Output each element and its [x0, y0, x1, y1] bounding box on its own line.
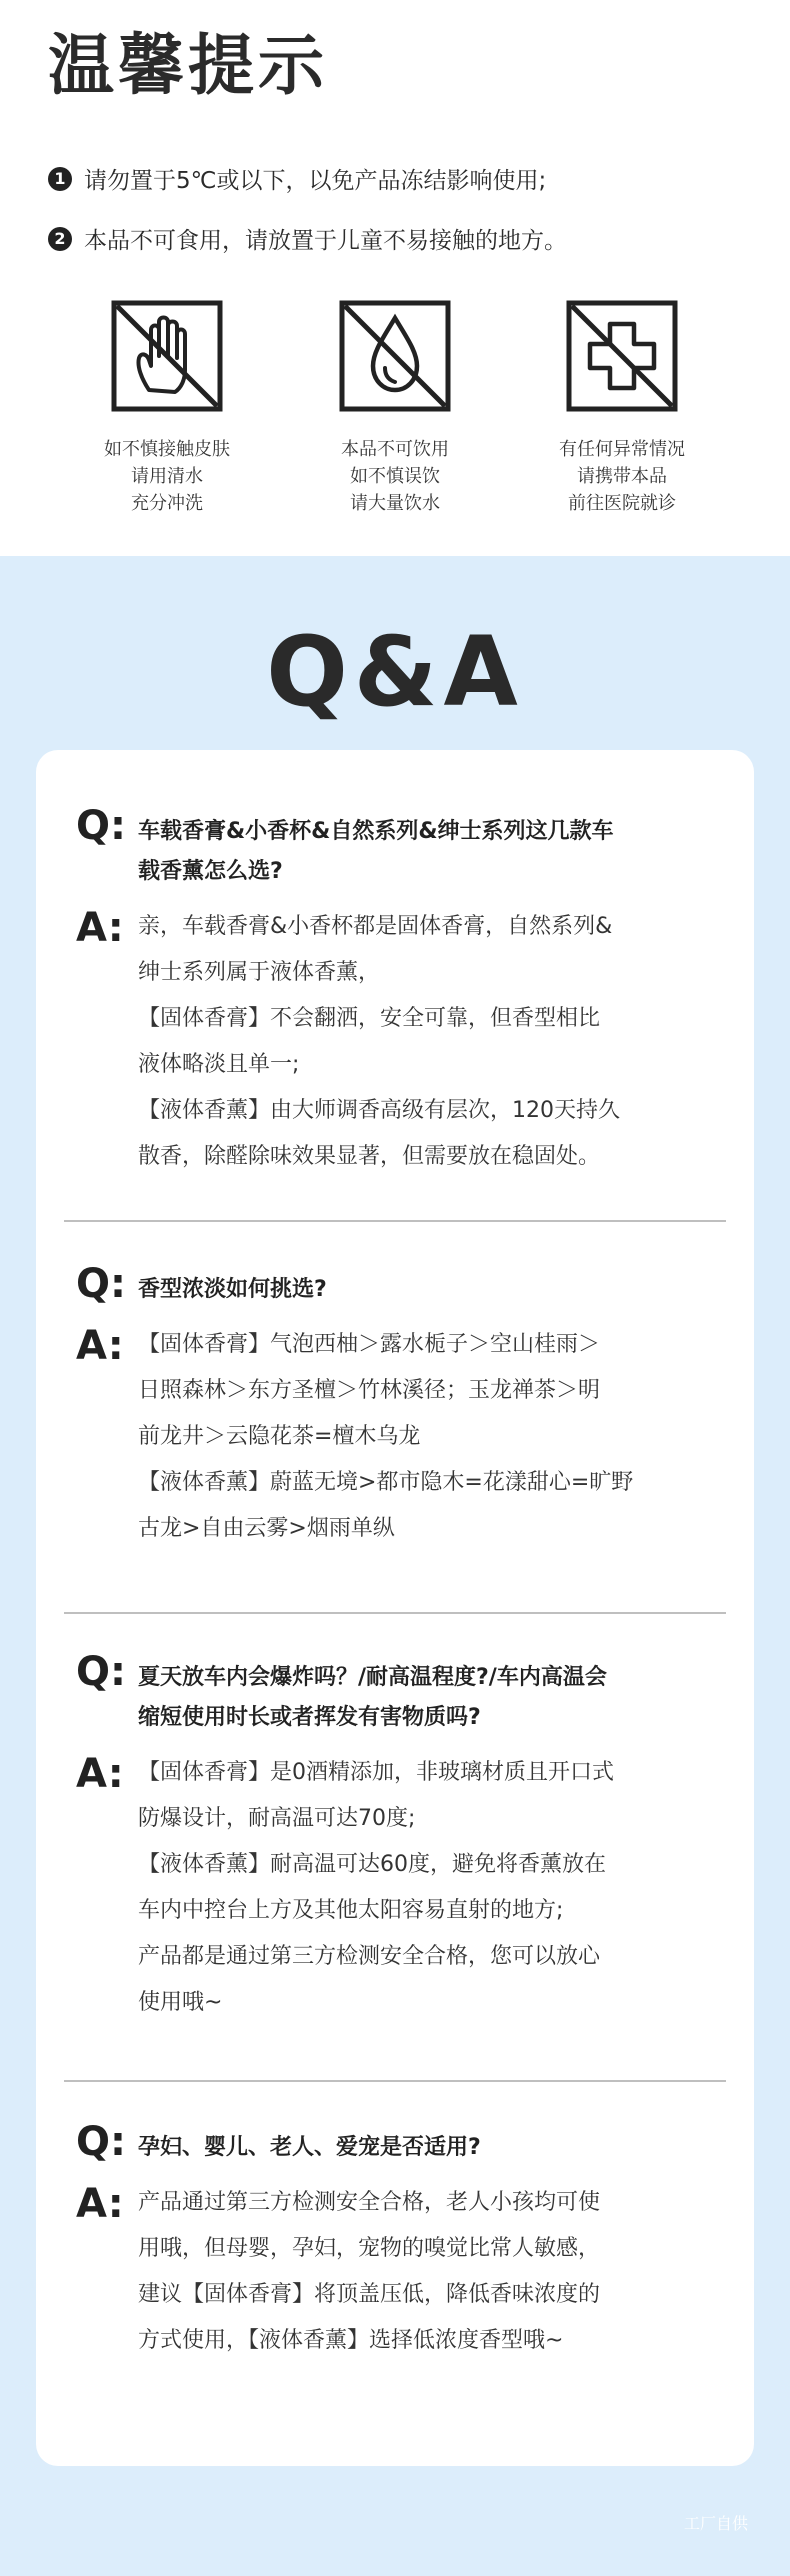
answer-line: 【固体香膏】气泡西柚＞露水栀子＞空山桂雨＞	[138, 1332, 601, 1357]
qa-title: Q&A	[266, 616, 524, 728]
notice-section	[0, 0, 790, 556]
divider	[64, 1612, 726, 1614]
notice-title: 温馨提示	[48, 27, 328, 104]
question-row	[76, 1261, 716, 1310]
answer-line: 前龙井＞云隐花茶=檀木乌龙	[138, 1424, 421, 1449]
answer-line: 方式使用，【液体香薰】选择低浓度香型哦~	[138, 2328, 564, 2353]
warning-line: 前往医院就诊	[568, 493, 676, 514]
answer-row	[76, 1750, 716, 2026]
warning-icons-row	[0, 300, 790, 530]
question-line: 香型浓淡如何挑选?	[138, 1277, 327, 1302]
answer-line: 产品通过第三方检测安全合格，老人小孩均可使	[138, 2190, 601, 2215]
answer-line: 使用哦~	[138, 1990, 223, 2015]
answer-line: 车内中控台上方及其他太阳容易直射的地方;	[138, 1898, 564, 1923]
warning-line: 请携带本品	[577, 466, 667, 487]
warning-line: 有任何异常情况	[559, 439, 685, 460]
tip-text: 请勿置于5℃或以下，以免产品冻结影响使用;	[84, 168, 547, 194]
question-row	[76, 803, 716, 892]
warning-line: 请大量饮水	[350, 493, 440, 514]
answer-line: 【固体香膏】不会翻洒，安全可靠，但香型相比	[138, 1006, 601, 1031]
tip-item	[48, 222, 567, 255]
question-line: 缩短使用时长或者挥发有害物质吗?	[138, 1705, 481, 1730]
question-row	[76, 2119, 716, 2168]
warning-no-drink	[290, 300, 500, 517]
answer-row	[76, 1322, 716, 1552]
q-mark: Q:	[76, 803, 126, 849]
warning-line: 如不慎接触皮肤	[104, 439, 230, 460]
answer-line: 液体略淡且单一;	[138, 1052, 300, 1077]
question-text	[138, 2128, 716, 2168]
a-mark: A:	[76, 2181, 124, 2227]
warning-line: 充分冲洗	[131, 493, 203, 514]
answer-line: 产品都是通过第三方检测安全合格，您可以放心	[138, 1944, 601, 1969]
question-text	[138, 1658, 716, 1738]
q-mark: Q:	[76, 1649, 126, 1695]
question-line: 夏天放车内会爆炸吗？/耐高温程度?/车内高温会	[138, 1665, 607, 1690]
divider	[64, 2080, 726, 2082]
divider	[64, 1220, 726, 1222]
a-mark: A:	[76, 905, 124, 951]
qa-item	[76, 1261, 716, 1552]
answer-line: 防爆设计，耐高温可达70度;	[138, 1806, 416, 1831]
answer-line: 用哦，但母婴，孕妇，宠物的嗅觉比常人敏感，	[138, 2236, 601, 2261]
warning-line: 请用清水	[131, 466, 203, 487]
question-line: 车载香膏&小香杯&自然系列&绅士系列这几款车	[138, 819, 614, 844]
question-line: 孕妇、婴儿、老人、爱宠是否适用?	[138, 2135, 481, 2160]
qa-item	[76, 1649, 716, 2026]
answer-line: 日照森林＞东方圣檀＞竹林溪径；玉龙禅茶＞明	[138, 1378, 601, 1403]
no-medical-icon	[566, 300, 678, 412]
warning-line: 本品不可饮用	[341, 439, 449, 460]
answer-line: 【液体香薰】蔚蓝无境>都市隐木=花漾甜心=旷野	[138, 1470, 634, 1495]
answer-text	[138, 1322, 716, 1552]
tip-item	[48, 162, 546, 195]
answer-line: 古龙>自由云雾>烟雨单纵	[138, 1516, 395, 1541]
a-mark: A:	[76, 1751, 124, 1797]
qa-section	[0, 556, 790, 2576]
answer-text	[138, 904, 716, 1180]
answer-row	[76, 904, 716, 1180]
tip-text: 本品不可食用，请放置于儿童不易接触的地方。	[84, 228, 567, 254]
warning-go-hospital	[517, 300, 727, 517]
no-drink-icon	[339, 300, 451, 412]
answer-line: 【液体香薰】由大师调香高级有层次，120天持久	[138, 1098, 620, 1123]
answer-line: 亲，车载香膏&小香杯都是固体香膏，自然系列&	[138, 914, 613, 939]
answer-line: 建议【固体香膏】将顶盖压低，降低香味浓度的	[138, 2282, 601, 2307]
answer-line: 【固体香膏】是0酒精添加，非玻璃材质且开口式	[138, 1760, 614, 1785]
answer-line: 【液体香薰】耐高温可达60度，避免将香薰放在	[138, 1852, 606, 1877]
question-row	[76, 1649, 716, 1738]
no-hand-icon	[111, 300, 223, 412]
a-mark: A:	[76, 1323, 124, 1369]
answer-row	[76, 2180, 716, 2364]
question-text	[138, 1270, 716, 1310]
qa-item	[76, 2119, 716, 2364]
qa-card	[36, 750, 754, 2466]
q-mark: Q:	[76, 2119, 126, 2165]
tip-number-badge: 2	[48, 227, 72, 251]
question-text	[138, 812, 716, 892]
warning-skin-contact	[62, 300, 272, 517]
qa-item	[76, 803, 716, 1180]
answer-line: 绅士系列属于液体香薰，	[138, 960, 381, 985]
tip-number-badge: 1	[48, 167, 72, 191]
watermark-text: 工厂自供	[683, 2514, 748, 2533]
question-line: 载香薰怎么选?	[138, 859, 283, 884]
answer-text	[138, 1750, 716, 2026]
answer-text	[138, 2180, 716, 2364]
answer-line: 散香，除醛除味效果显著，但需要放在稳固处。	[138, 1144, 601, 1169]
warning-line: 如不慎误饮	[350, 466, 440, 487]
q-mark: Q:	[76, 1261, 126, 1307]
